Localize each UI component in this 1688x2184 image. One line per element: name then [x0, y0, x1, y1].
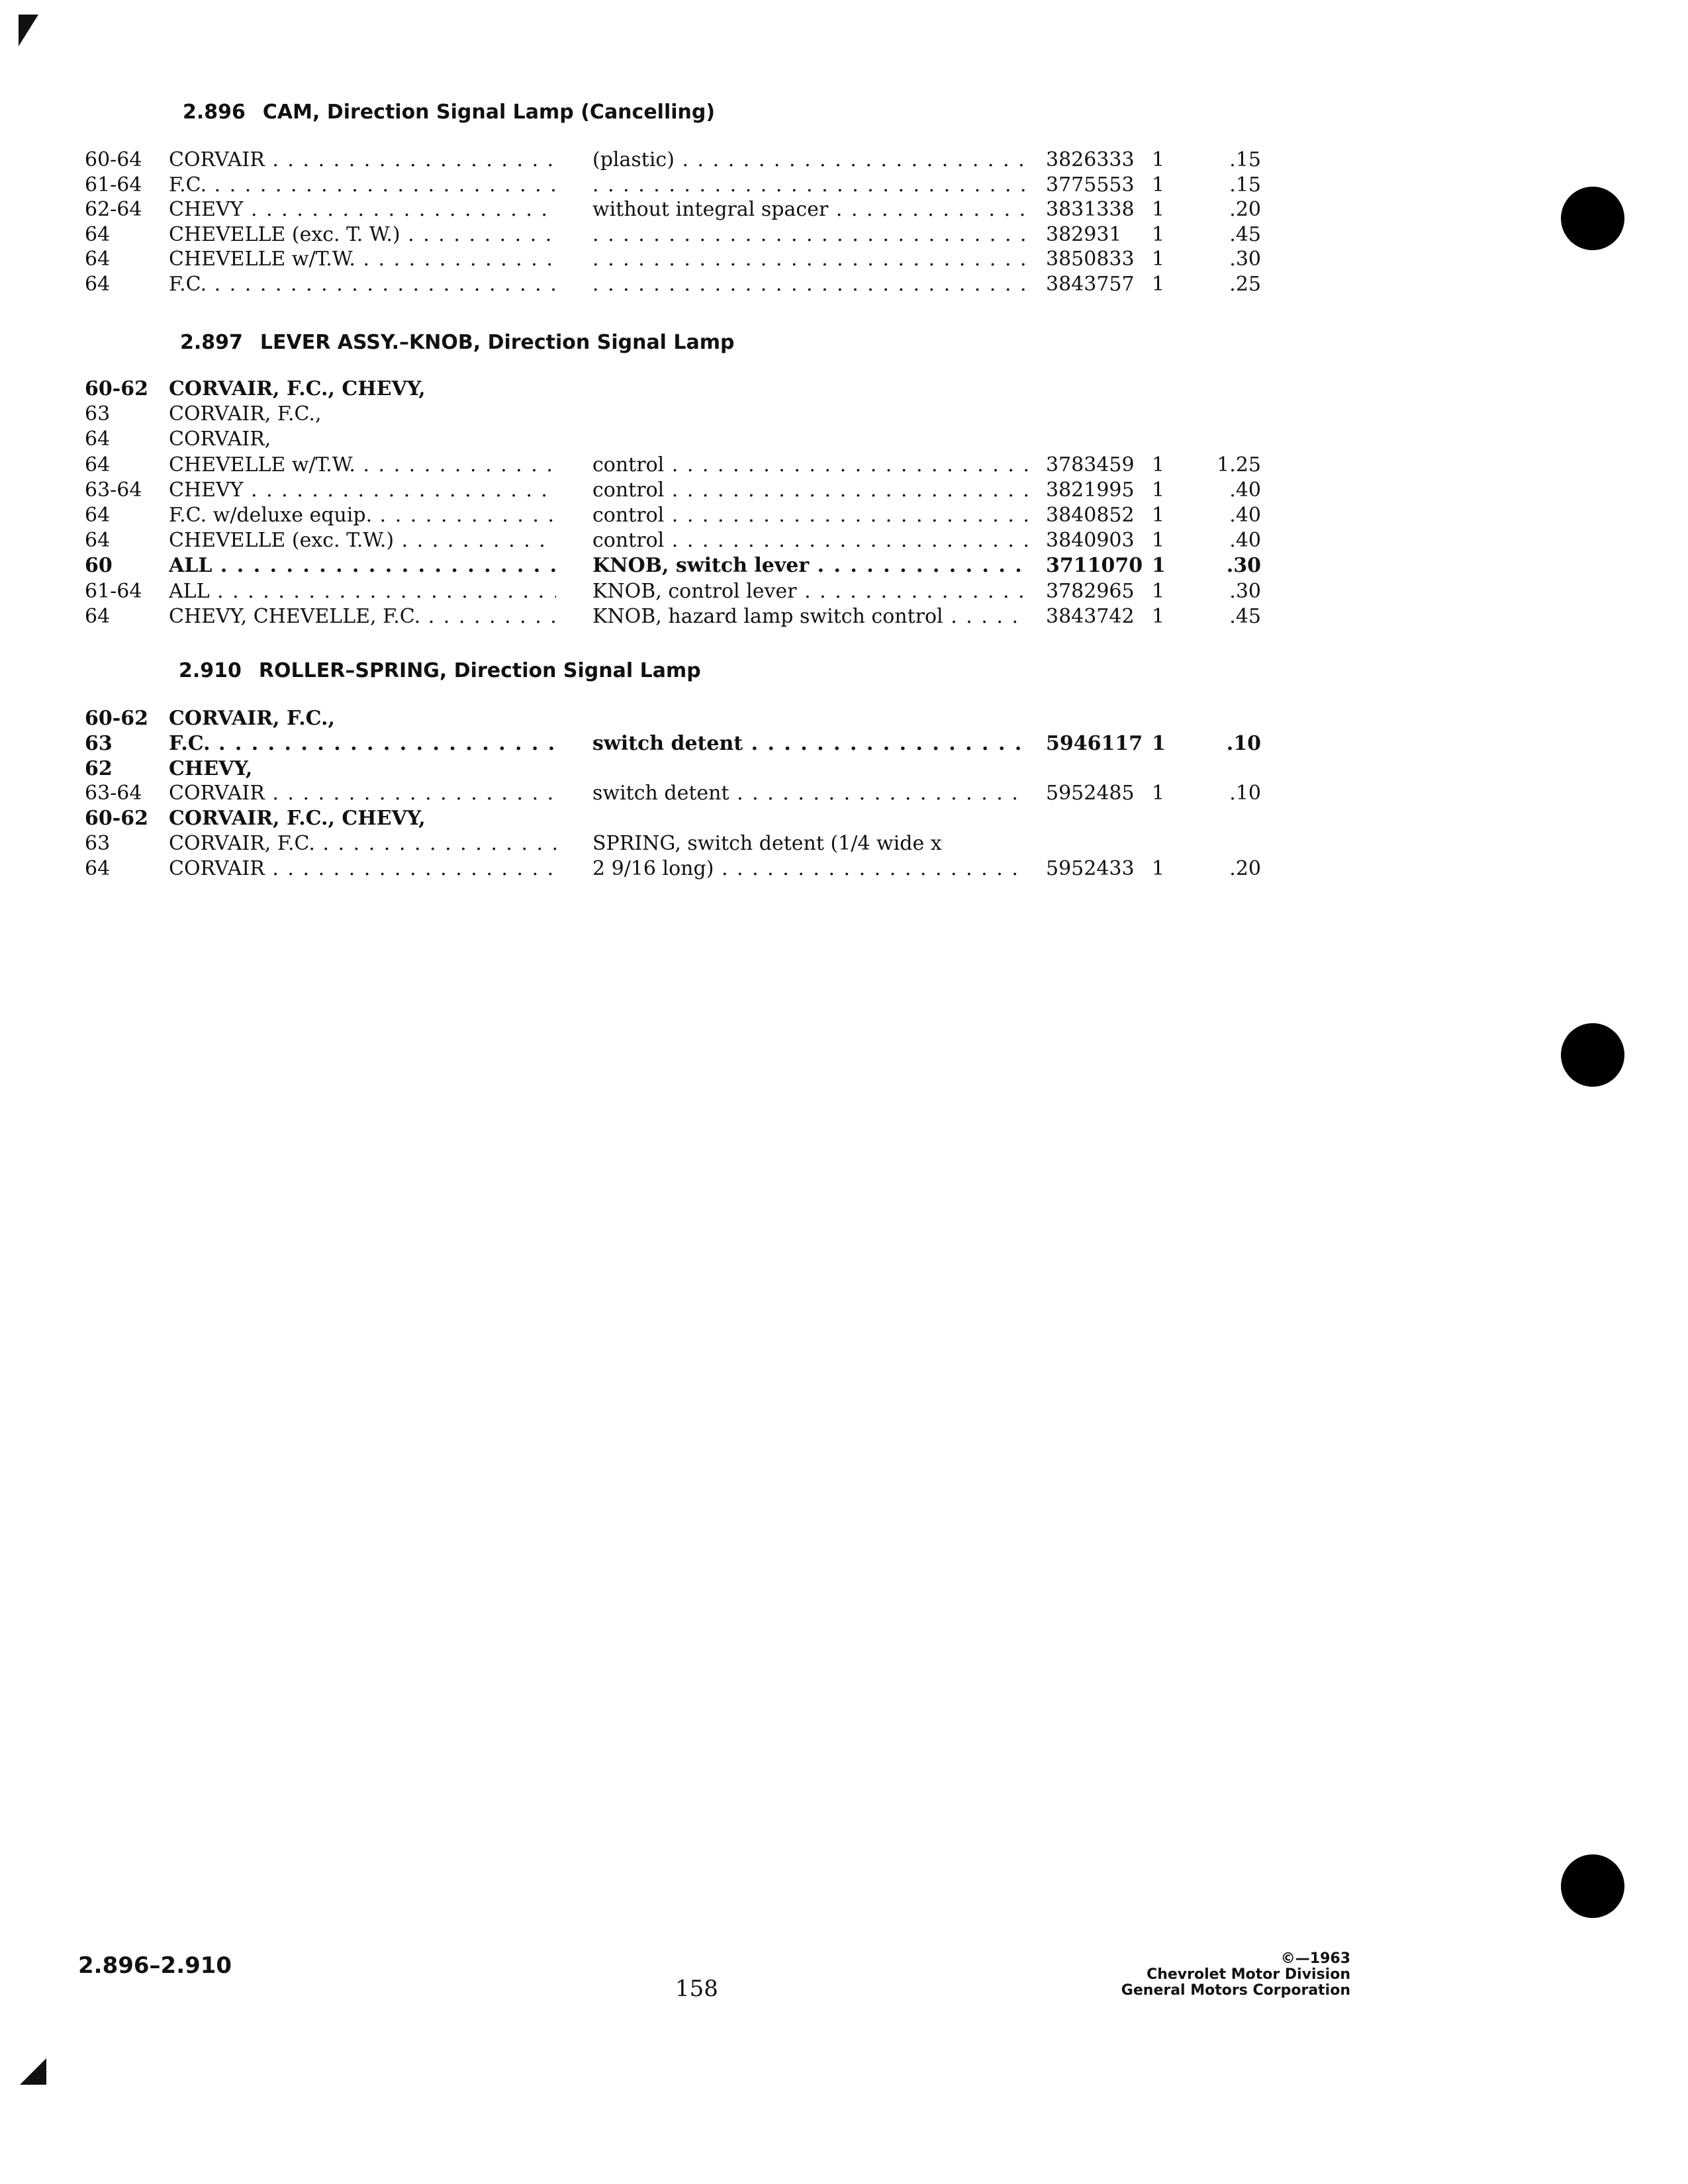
- model-cell: ALL . . .: [169, 578, 556, 605]
- section-title: ROLLER–SPRING, Direction Signal Lamp: [258, 659, 701, 682]
- price-cell: .10: [1226, 732, 1261, 755]
- table-row: [0, 578, 1688, 605]
- model-cell: F.C. w/deluxe equip. . . .: [169, 502, 556, 529]
- table-row: [0, 246, 1688, 273]
- table-row: [0, 502, 1688, 529]
- price-cell: .40: [1229, 478, 1261, 502]
- quantity-cell: 1: [1152, 148, 1165, 171]
- price-cell: .45: [1229, 605, 1261, 628]
- year-cell: 60-62: [85, 807, 148, 830]
- description-cell: control . . .: [592, 502, 1028, 529]
- model-cell: CHEVELLE (exc. T.W.) . . .: [169, 527, 556, 554]
- table-row: [0, 604, 1688, 630]
- price-cell: 1.25: [1217, 453, 1261, 477]
- copyright-line: ©—1963: [1280, 1950, 1350, 1967]
- year-cell: 61-64: [85, 173, 142, 197]
- section-number: 2.897: [180, 331, 243, 354]
- table-row: [0, 477, 1688, 504]
- quantity-cell: 1: [1152, 478, 1165, 502]
- price-cell: .15: [1229, 148, 1261, 171]
- table-row: [0, 527, 1688, 554]
- year-cell: 60-62: [85, 707, 148, 730]
- quantity-cell: 1: [1152, 554, 1166, 577]
- part-number-cell: 3840852: [1046, 504, 1135, 527]
- table-row: [0, 147, 1688, 173]
- quantity-cell: 1: [1152, 504, 1165, 527]
- part-number-cell: 382931: [1046, 223, 1122, 246]
- part-number-cell: 5952433: [1046, 857, 1135, 880]
- year-cell: 62: [85, 757, 113, 780]
- section-heading: [183, 101, 715, 124]
- division-line: Chevrolet Motor Division: [1147, 1966, 1350, 1983]
- section-heading: [180, 331, 735, 354]
- model-cell: CORVAIR . . .: [169, 780, 556, 807]
- model-cell: ALL . . .: [169, 553, 556, 579]
- part-number-cell: 3840903: [1046, 529, 1135, 552]
- part-number-cell: 5952485: [1046, 782, 1135, 805]
- model-cell: CORVAIR, F.C., CHEVY,: [169, 377, 426, 400]
- description-cell: SPRING, switch detent (1/4 wide x: [592, 832, 942, 855]
- description-cell: [592, 246, 1028, 273]
- part-number-cell: 3826333: [1046, 148, 1135, 171]
- section-heading: [179, 659, 701, 682]
- quantity-cell: 1: [1152, 198, 1165, 221]
- table-row: [0, 705, 1688, 732]
- year-cell: 60-62: [85, 377, 148, 400]
- description-cell: (plastic) . . .: [592, 147, 1028, 173]
- year-cell: 64: [85, 529, 111, 552]
- year-cell: 63: [85, 402, 111, 426]
- model-cell: CORVAIR . . .: [169, 856, 556, 882]
- year-cell: 64: [85, 857, 111, 880]
- part-number-cell: 3775553: [1046, 173, 1135, 197]
- model-cell: CHEVY,: [169, 757, 253, 780]
- section-title: LEVER ASSY.–KNOB, Direction Signal Lamp: [259, 331, 735, 354]
- copyright-block: [1121, 1951, 1350, 1999]
- year-cell: 62-64: [85, 198, 142, 221]
- part-number-cell: 3783459: [1046, 453, 1135, 477]
- part-number-cell: 3843757: [1046, 273, 1135, 296]
- price-cell: .10: [1229, 782, 1261, 805]
- model-cell: CORVAIR . . .: [169, 147, 556, 173]
- table-row: [0, 756, 1688, 782]
- description-cell: control . . .: [592, 477, 1028, 504]
- year-cell: 60: [85, 554, 113, 577]
- model-cell: CHEVY . . .: [169, 197, 556, 223]
- page-number: 158: [675, 1976, 718, 2002]
- part-number-cell: 3711070: [1046, 554, 1143, 577]
- quantity-cell: 1: [1152, 732, 1166, 755]
- price-cell: .20: [1229, 198, 1261, 221]
- model-cell: CORVAIR, F.C.,: [169, 707, 335, 730]
- description-cell: KNOB, control lever . . .: [592, 578, 1028, 605]
- model-cell: CHEVY, CHEVELLE, F.C. . . .: [169, 604, 556, 630]
- price-cell: .30: [1226, 554, 1261, 577]
- quantity-cell: 1: [1152, 453, 1165, 477]
- price-cell: .45: [1229, 223, 1261, 246]
- year-cell: 63: [85, 832, 111, 855]
- section-number: 2.896: [183, 101, 246, 124]
- description-cell: control . . .: [592, 452, 1028, 478]
- model-cell: CHEVELLE w/T.W. . . .: [169, 246, 556, 273]
- price-cell: .30: [1229, 248, 1261, 271]
- price-cell: .30: [1229, 580, 1261, 603]
- corner-mark-top-left: [19, 15, 38, 46]
- year-cell: 63: [85, 732, 113, 755]
- year-cell: 61-64: [85, 580, 142, 603]
- part-number-cell: 3831338: [1046, 198, 1135, 221]
- model-cell: CHEVELLE (exc. T. W.) . . .: [169, 222, 556, 248]
- description-cell: [592, 222, 1028, 248]
- table-row: [0, 197, 1688, 223]
- description-cell: control . . .: [592, 527, 1028, 554]
- description-cell: switch detent . . .: [592, 731, 1028, 757]
- model-cell: CORVAIR, F.C. . . .: [169, 831, 556, 857]
- corner-mark-bottom-left: [20, 2058, 46, 2085]
- part-number-cell: 3821995: [1046, 478, 1135, 502]
- section-number: 2.910: [179, 659, 242, 682]
- table-row: [0, 271, 1688, 298]
- description-cell: without integral spacer . . .: [592, 197, 1028, 223]
- table-row: [0, 376, 1688, 402]
- section-title: CAM, Direction Signal Lamp (Cancelling): [262, 101, 716, 124]
- table-row: [0, 731, 1688, 757]
- punch-hole-middle: [1561, 1023, 1624, 1087]
- price-cell: .25: [1229, 273, 1261, 296]
- year-cell: 64: [85, 273, 111, 296]
- price-cell: .40: [1229, 504, 1261, 527]
- year-cell: 63-64: [85, 478, 142, 502]
- punch-hole-bottom: [1561, 1854, 1624, 1918]
- year-cell: 64: [85, 504, 111, 527]
- model-cell: CHEVELLE w/T.W. . . .: [169, 452, 556, 478]
- year-cell: 64: [85, 453, 111, 477]
- quantity-cell: 1: [1152, 605, 1165, 628]
- year-cell: 64: [85, 428, 111, 451]
- quantity-cell: 1: [1152, 173, 1165, 197]
- part-number-cell: 5946117: [1046, 732, 1143, 755]
- table-row: [0, 856, 1688, 882]
- page-range: 2.896–2.910: [78, 1952, 232, 1979]
- year-cell: 64: [85, 223, 111, 246]
- table-row: [0, 172, 1688, 199]
- quantity-cell: 1: [1152, 529, 1165, 552]
- quantity-cell: 1: [1152, 580, 1165, 603]
- table-row: [0, 805, 1688, 832]
- table-row: [0, 426, 1688, 453]
- table-row: [0, 780, 1688, 807]
- year-cell: 63-64: [85, 782, 142, 805]
- model-cell: CORVAIR, F.C.,: [169, 402, 322, 426]
- price-cell: .20: [1229, 857, 1261, 880]
- table-row: [0, 452, 1688, 478]
- table-row: [0, 222, 1688, 248]
- table-row: [0, 401, 1688, 428]
- quantity-cell: 1: [1152, 782, 1165, 805]
- quantity-cell: 1: [1152, 273, 1165, 296]
- part-number-cell: 3843742: [1046, 605, 1135, 628]
- model-cell: F.C. . . .: [169, 731, 556, 757]
- part-number-cell: 3850833: [1046, 248, 1135, 271]
- description-cell: 2 9/16 long) . . .: [592, 856, 1028, 882]
- year-cell: 64: [85, 248, 111, 271]
- corporation-line: General Motors Corporation: [1121, 1982, 1350, 1999]
- description-cell: [592, 172, 1028, 199]
- quantity-cell: 1: [1152, 248, 1165, 271]
- description-cell: [592, 271, 1028, 298]
- quantity-cell: 1: [1152, 857, 1165, 880]
- table-row: [0, 553, 1688, 579]
- model-cell: F.C. . . .: [169, 271, 556, 298]
- price-cell: .15: [1229, 173, 1261, 197]
- price-cell: .40: [1229, 529, 1261, 552]
- table-row: [0, 831, 1688, 857]
- model-cell: F.C. . . .: [169, 172, 556, 199]
- year-cell: 64: [85, 605, 111, 628]
- quantity-cell: 1: [1152, 223, 1165, 246]
- part-number-cell: 3782965: [1046, 580, 1135, 603]
- model-cell: CORVAIR,: [169, 428, 271, 451]
- year-cell: 60-64: [85, 148, 142, 171]
- model-cell: CHEVY . . .: [169, 477, 556, 504]
- description-cell: KNOB, hazard lamp switch control . . .: [592, 604, 1028, 630]
- description-cell: switch detent . . .: [592, 780, 1028, 807]
- model-cell: CORVAIR, F.C., CHEVY,: [169, 807, 426, 830]
- description-cell: KNOB, switch lever . . .: [592, 553, 1028, 579]
